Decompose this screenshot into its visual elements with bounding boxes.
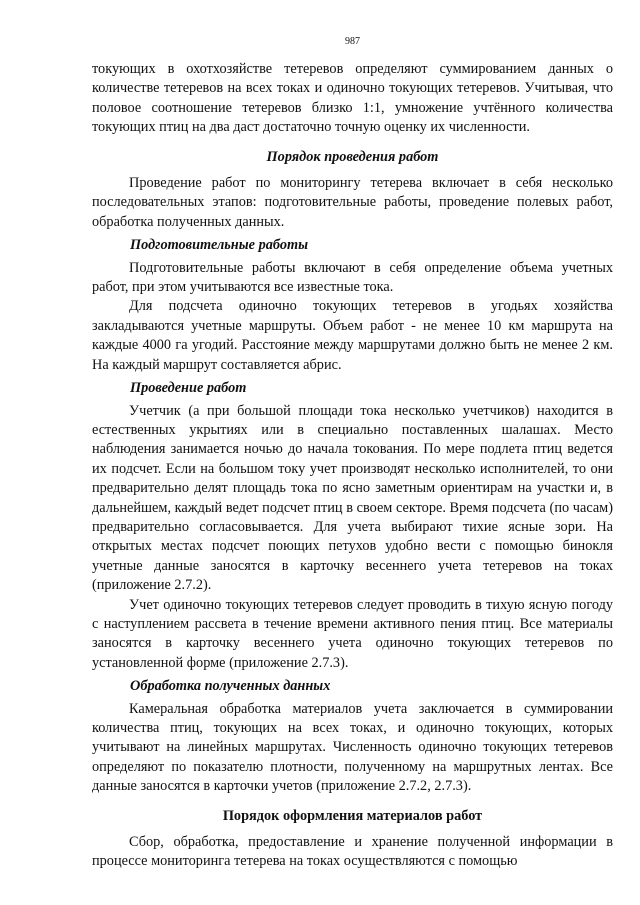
heading-procedure: Порядок проведения работ [266, 148, 439, 165]
page-number: 987 [345, 36, 360, 47]
conducting-paragraph-1: Учетчик (а при большой площади тока несколько учетчиков) находится в естественных укрытиях или в специально поставленных шалашах. Место наблюдения занимается ночью до начала токования. По мере подлета птиц ведется их подсчет. Если на большом току учет производят несколько исполнителей, то они предварительно делят площадь тока по ясно заметным ориентирам на участки и, в дальнейшем, каждый ведет подсчет птиц в своем секторе. Время подсчета (по часам) предварительно согласовывается. Для учета выбирают тихие ясные зори. На открытых местах подсчет поющих петухов удобно вести с помощью бинокля учетные данные заносятся в карточку весеннего учета тетеревов на токах (приложение 2.7.2). [92, 402, 613, 594]
heading-materials: Порядок оформления материалов работ [222, 807, 483, 824]
procedure-paragraph: Проведение работ по мониторингу тетерева включает в себя несколько последовательных этапов: подготовительные работы, проведение полевых работ, обработка полученных данных. [92, 175, 613, 230]
page-content [92, 60, 613, 872]
preparatory-paragraph-1: Подготовительные работы включают в себя определение объема учетных работ, при этом учитываются все известные тока. [92, 259, 613, 296]
conducting-paragraph-2: Учет одиночно токующих тетеревов следует проводить в тихую ясную погоду с наступлением рассвета в течение времени активного пения птиц. Все материалы заносятся в карточку весеннего учета одиночно токующих тетеревов по установленной форме (приложение 2.7.3). [92, 596, 613, 671]
heading-preparatory: Подготовительные работы [130, 237, 309, 254]
heading-conducting: Проведение работ [130, 380, 247, 397]
heading-processing: Обработка полученных данных [130, 678, 331, 695]
intro-paragraph: токующих в охотхозяйстве тетеревов определяют суммированием данных о количестве тетеревов на всех токах и одиночно токующих тетеревов. Учитывая, что половое соотношение тетеревов близко 1:1, умножение учтённого количества токующих птиц на два даст достаточно точную оценку их численности. [92, 61, 613, 136]
processing-paragraph: Камеральная обработка материалов учета заключается в суммировании количества птиц, токующих на всех токах, и одиночно токующих, которых учитывают на линейных маршрутах. Численность одиночно токующих тетеревов определяют по показателю плотности, полученному на маршрутных лентах. Все данные заносятся в карточки учетов (приложение 2.7.2, 2.7.3). [92, 700, 613, 795]
materials-paragraph: Сбор, обработка, предоставление и хранение полученной информации в процессе мониторинга тетерева на токах осуществляются с помощью [92, 834, 613, 870]
preparatory-paragraph-2: Для подсчета одиночно токующих тетеревов в угодьях хозяйства закладываются учетные маршруты. Объем работ - не менее 10 км маршрута на каждые 4000 га угодий. Расстояние между маршрутами должно быть не менее 2 км. На каждый маршрут составляется абрис. [92, 298, 613, 373]
